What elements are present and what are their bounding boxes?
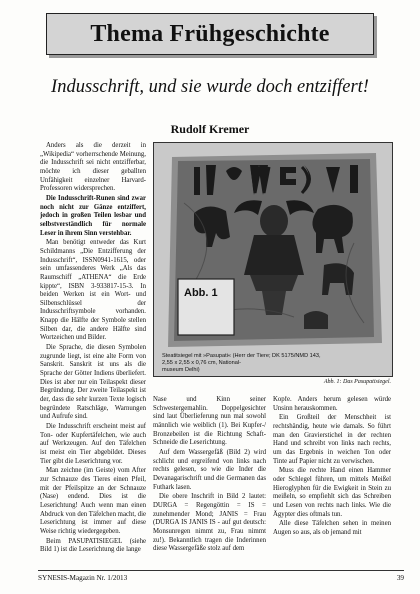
paragraph: Kopfe. Anders herum gelesen würde Unsinn herauskommen. — [273, 396, 391, 412]
section-title: Thema Frühgeschichte — [90, 20, 330, 47]
bottom-text-column-1 — [153, 396, 266, 570]
left-text-column — [40, 142, 146, 570]
article-author: Rudolf Kremer — [170, 122, 250, 136]
paragraph: Anders als die derzeit in „Wikipedia“ vorherrschende Meinung, die Indusschrift sei nicht entzifferbar, möchte ich dieser geballten Unfähigkeit einzelner Harvard-Professoren widersprechen. — [40, 142, 146, 193]
paragraph: Man benötigt entweder das Kurt Schildmanns „Die Entzifferung der Indusschrift“, ISSN0941-1615, oder sein umfassenderes Werk „Als das Raumschiff „ATHENA“ die Erde kippte“, ISBN 3-933817-15-3. In beiden Werken ist ein Wort- und Silbenschlüssel der Indusschriftsymbole vorhanden. Knapp die Hälfte der Symbole stellen Silben dar, die andere Hälfte sind Wortzeichen und Bilder. — [40, 239, 146, 342]
figure-label: Abb. 1 — [184, 287, 218, 299]
section-banner — [46, 13, 374, 55]
paragraph: Die obere Inschrift in Bild 2 lautet: DURGA = Regengöttin = IS = zunehmender Mond; JANIS = Frau (DURGA IS JANIS IS - auf gut deutsch: Monsunregen nimmt zu, Frau nimmt zu!). Bekanntlich tragen die Inderinnen diese Wassergefäße stolz auf dem — [153, 493, 266, 553]
magazine-issue: SYNESIS-Magazin Nr. 1/2013 — [38, 574, 128, 582]
paragraph: Beim PASUPATISIEGEL (siehe Bild 1) ist die Leserichtung die lange — [40, 537, 146, 554]
page-number: 39 — [396, 574, 404, 582]
seal-inscription-line: 2,55 x 2,55 x 0,76 cm, National- — [162, 360, 241, 366]
seal-photo-illustration — [154, 143, 392, 376]
paragraph: Man zeichne (im Geiste) vom After zur Schnauze des Tieres einen Pfeil, mit der Pfeilspitze an der Schnauze (Nase) endend. Dies ist die Leserichtung! Auch wenn man einen Abdruck von den Täfelchen macht, die Leserichtung ist immer auf diese Weise richtig wiedergegeben. — [40, 467, 146, 535]
seal-inscription-line: museum Delhi) — [162, 367, 200, 373]
figure-caption: Abb. 1: Das Pasupatisiegel. — [323, 379, 391, 385]
page-footer — [38, 570, 404, 582]
pasupati-seal-figure — [153, 142, 393, 377]
bottom-text-column-2 — [273, 396, 391, 570]
paragraph: Muss die rechte Hand einen Hammer oder Schlegel führen, um mittels Meißel Hieroglyphen für die Ewigkeit in Stein zu meißeln, so empfiehlt sich das Schreiben und Lesen von rechts nach links. Wie die Ägypter dies oftmals tun. — [273, 467, 391, 518]
paragraph: Auf dem Wassergefäß (Bild 2) wird schlicht und ergreifend von links nach rechts gelesen, so wie die Inder die Devanagarischrift und die Germanen das Futhark lasen. — [153, 448, 266, 491]
article-title: Indusschrift, und sie wurde doch entziffert! — [51, 77, 369, 97]
lead-paragraph: Die Indusschrift-Runen sind zwar noch nicht zur Gänze entziffert, jedoch in großen Teilen lesbar und selbstverständlich für normale Leser in ihrem Sinn verstehbar. — [40, 194, 146, 237]
seal-inscription-line: Steatitsiegel mit »Pasupati« (Herr der Tiere; DK 5175/NMD 143, — [162, 353, 321, 359]
paragraph: Die Indusschrift erscheint meist auf Ton- oder Kupfertäfelchen, wie auch auf Werkzeugen. Auf den Täfelchen ist meist ein Tier abgebildet. Dieses Tier gibt die Leserichtung vor. — [40, 423, 146, 465]
paragraph: Die Sprache, die diesen Symbolen zugrunde liegt, ist eine alte Form von Sanskrit. Sanskrit ist uns als die Sprache der Götter Indiens überliefert. Dies ist aber nur ein Teilaspekt dieser Begründung. Der zweite Teilaspekt ist der, dass die sehr kurzen Texte logisch begründete Ratschläge, Warnungen und Aufrufe sind. — [40, 344, 146, 421]
paragraph: Nase und Kinn seiner Schwestergemahlin. Doppelgesichter sind laut Überlieferung nun mal sowohl männlich wie weiblich (1). Bei Kupfer-/ Bronzebeilen ist die Richtung Schaft-Schneide die Leserichtung. — [153, 396, 266, 447]
paragraph: Ein Großteil der Menschheit ist rechtshändig, heute wie damals. So führt man den Gravierstichel in der rechten Hand und schreibt von links nach rechts, um das Ergebnis in weichen Ton oder Tinte auf Papier nicht zu verwischen. — [273, 414, 391, 465]
paragraph: Alle diese Täfelchen sehen in meinen Augen so aus, als ob jemand mit — [273, 520, 391, 536]
